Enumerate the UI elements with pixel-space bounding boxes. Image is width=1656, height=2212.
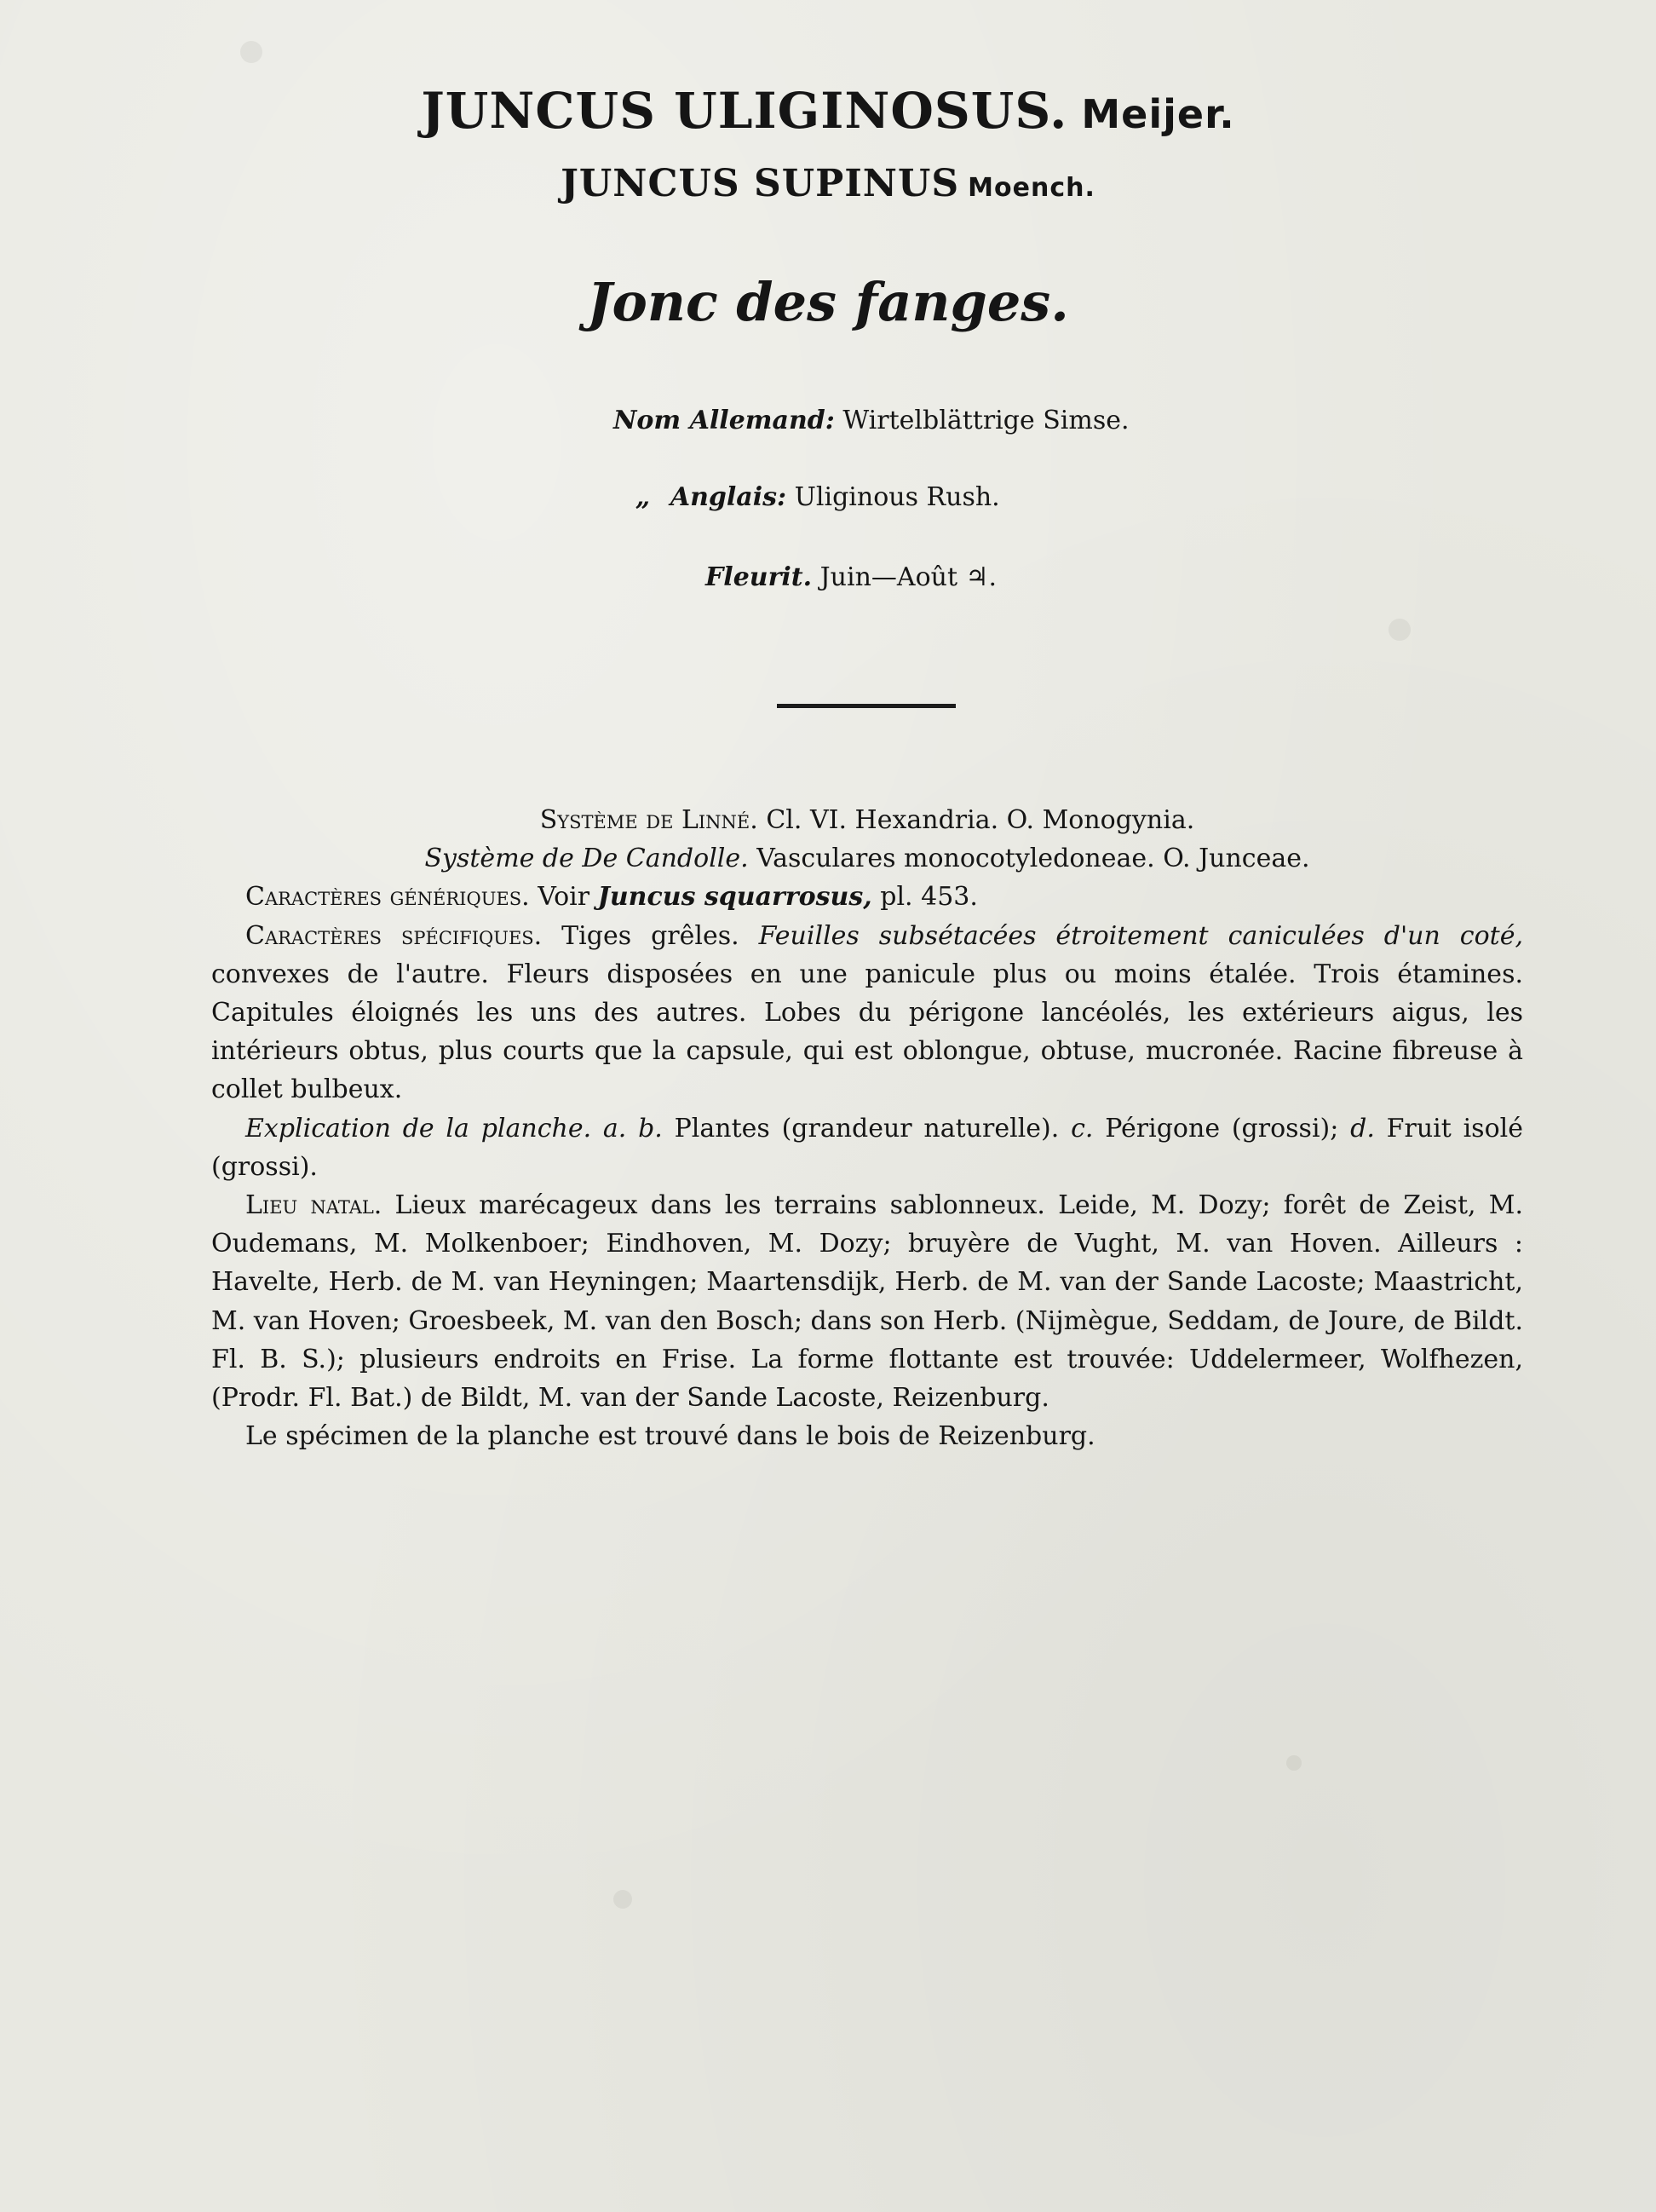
generic-characters (211, 878, 1523, 916)
flowering-label: Fleurit. (705, 562, 813, 592)
german-name-line (613, 406, 1130, 435)
plate-explanation (211, 1109, 1523, 1186)
native-habitat (211, 1186, 1523, 1417)
explanation-text-1: Plantes (grandeur naturelle). (674, 1113, 1060, 1143)
candolle-label: Système de De Candolle. (424, 844, 749, 874)
explanation-c: c. (1071, 1113, 1094, 1143)
paper-stain (613, 1890, 632, 1909)
generic-ref: pl. 453. (880, 882, 978, 913)
generic-species: Juncus squarrosus, (597, 882, 872, 913)
specimen-note (211, 1417, 1523, 1455)
flowering-value: Juin—Août ♃. (819, 562, 997, 592)
habitat-text: Lieux marécageux dans les terrains sablonneux. Leide, M. Dozy; forêt de Zeist, M. Oudemans, M. Molkenboer; Eindhoven, M. Dozy; bruyère de Vught, M. van Hoven. Ailleurs : Havelte, Herb. de M. van Heyningen; Maartensdijk, Herb. de M. van der Sande Lacoste; Maastricht, M. van Hoven; Groesbeek, M. van den Bosch; dans son Herb. (Nijmègue, Seddam, de Joure, de Bildt. Fl. B. S.); plusieurs endroits en Frise. La forme flottante est trouvée: Uddelermeer, Wolfhezen, (Prodr. Fl. Bat.) de Bildt, M. van der Sande Lacoste, Reizenburg. (211, 1190, 1523, 1414)
candolle-value: Vasculares monocotyledoneae. O. Junceae. (756, 844, 1310, 874)
page-title (0, 82, 1656, 140)
generic-label: Caractères génériques. (245, 882, 530, 913)
english-value: Uliginous Rush. (794, 482, 1000, 512)
paper-stain (240, 41, 262, 63)
synonym-author: Moench. (968, 173, 1095, 203)
ditto-mark: „ (635, 482, 651, 512)
paper-stain (1286, 1755, 1302, 1771)
explanation-ab: a. b. (602, 1113, 663, 1143)
specific-italic: Feuilles subsétacées étroitement caniculées d'un coté, (758, 920, 1523, 951)
german-value: Wirtelblättrige Simse. (842, 406, 1130, 435)
linne-system (211, 801, 1523, 839)
english-name-line (635, 482, 1000, 512)
flowering-line (705, 562, 997, 592)
specific-characters (211, 917, 1523, 1109)
candolle-system (211, 839, 1523, 878)
title-author: Meijer. (1081, 91, 1235, 137)
specific-text-1: Tiges grêles. (561, 920, 739, 951)
common-name: Jonc des fanges. (587, 271, 1069, 333)
habitat-label: Lieu natal. (245, 1190, 382, 1221)
specific-label: Caractères spécifiques. (245, 920, 543, 951)
explanation-text-2: Périgone (grossi); (1105, 1113, 1339, 1143)
section-divider (777, 704, 956, 708)
explanation-label: Explication de la planche. (245, 1113, 592, 1143)
specimen-text: Le spécimen de la planche est trouvé dans le bois de Reizenburg. (245, 1421, 1095, 1452)
explanation-text-3: Fruit isolé (grossi). (211, 1113, 1523, 1182)
linne-label: Système de Linné. (539, 805, 758, 835)
paper-stain (1389, 619, 1411, 641)
english-label: Anglais: (670, 482, 787, 512)
specific-text-2: convexes de l'autre. Fleurs disposées en une panicule plus ou moins étalée. Trois étamines. Capitules éloignés les uns des autres. Lobes du périgone lancéolés, les extérieurs aigus, les intérieurs obtus, plus courts que la capsule, qui est oblongue, obtuse, mucronée. Racine fibreuse à collet bulbeux. (211, 959, 1523, 1105)
description-body (211, 801, 1523, 1455)
synonym-title (0, 162, 1656, 205)
linne-value: Cl. VI. Hexandria. O. Monogynia. (766, 805, 1195, 835)
explanation-d: d. (1350, 1113, 1375, 1143)
german-label: Nom Allemand: (613, 406, 835, 435)
generic-text: Voir (538, 882, 590, 913)
title-species: JUNCUS ULIGINOSUS. (421, 82, 1068, 140)
synonym-species: JUNCUS SUPINUS (561, 162, 960, 205)
